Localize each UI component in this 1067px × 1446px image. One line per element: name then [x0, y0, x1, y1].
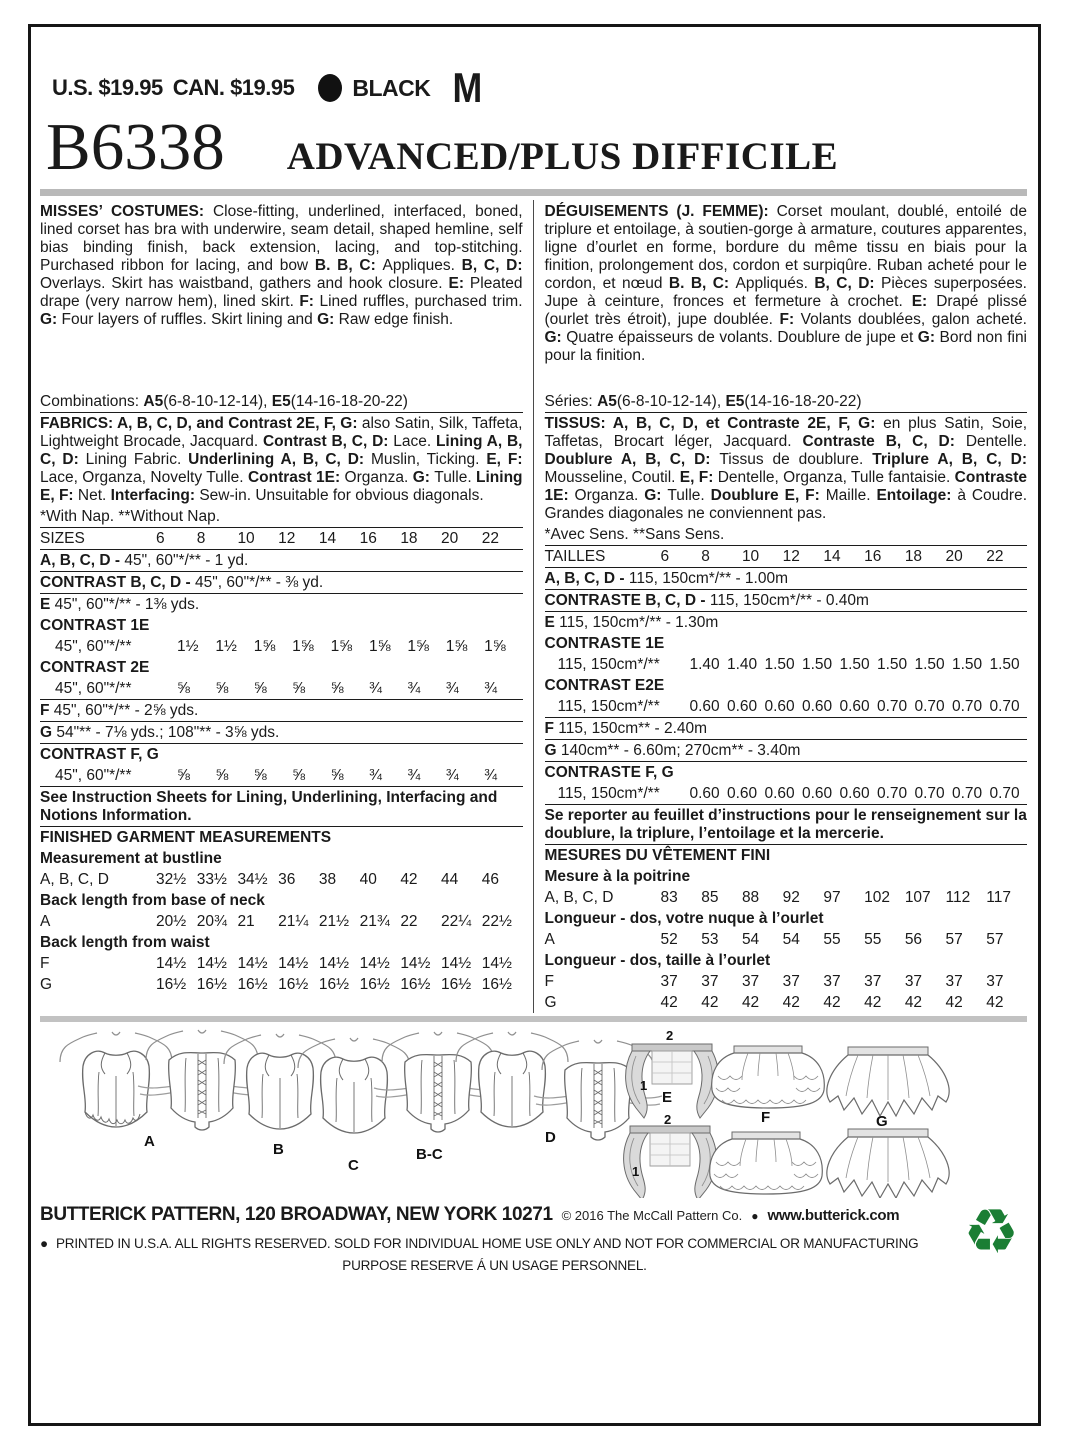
contrast-fg-row-en [40, 765, 523, 786]
yardage-cell: 0.60 [727, 784, 758, 802]
yardage-cell: 0.60 [802, 784, 833, 802]
yardage-cell: ¾ [445, 679, 459, 697]
yardage-cell: 1.50 [952, 655, 983, 673]
yardage-cell: 0.60 [689, 697, 720, 715]
sizes-values-fr [661, 548, 1028, 566]
view-g-back [827, 1129, 949, 1198]
back-waist-title-en: Back length from waist [40, 933, 210, 951]
size-cell: 20 [945, 547, 963, 565]
neck-values-fr [661, 931, 1028, 949]
yardage-cell: 1.50 [914, 655, 945, 673]
size-cell: 8 [701, 547, 710, 565]
sizes-header-row-en [40, 527, 523, 549]
back-waist-title-fr: Longueur - dos, taille à l’ourlet [544, 951, 771, 969]
measurement-cell: 37 [782, 972, 800, 990]
view-e-back [624, 1126, 717, 1198]
yardage-g-en: G 54"** - 7⅛ yds.; 108"** - 3⅝ yds. [40, 721, 523, 743]
yardage-cell: 1⅝ [484, 637, 506, 655]
measurement-cell: 14½ [441, 954, 472, 972]
yardage-cell: 1.50 [877, 655, 908, 673]
yardage-cell: 1.50 [839, 655, 870, 673]
yardage-abcd-en: A, B, C, D - 45", 60"*/** - 1 yd. [40, 549, 523, 571]
measurement-cell: 112 [945, 888, 971, 906]
contrast-2e-label-en: CONTRAST 2E [40, 658, 150, 676]
yardage-cell: 0.70 [877, 697, 908, 715]
yardage-cell: 0.70 [877, 784, 908, 802]
yardage-cell: ¾ [445, 766, 459, 784]
measurement-cell: 107 [904, 888, 931, 906]
sizes-label-en: SIZES [40, 529, 85, 547]
yardage-cell: ⅝ [330, 766, 344, 784]
difficulty-level: ADVANCED/PLUS DIFFICILE [286, 135, 839, 178]
measurement-cell: 16½ [318, 975, 350, 993]
pattern-number: B6338 [46, 110, 225, 184]
measurement-cell: 53 [701, 930, 719, 948]
fabric-width-prefix: 115, 150cm*/** [557, 655, 660, 673]
contrast-2e-label-fr: CONTRAST E2E [544, 676, 665, 694]
yardage-cell: ⅝ [253, 679, 267, 697]
measurement-cell: 42 [945, 993, 963, 1011]
yardage-cell: 1½ [215, 637, 237, 655]
yardage-e-en: E 45", 60"*/** - 1⅜ yds. [40, 593, 523, 615]
measurement-cell: 16½ [481, 975, 512, 993]
yardage-cell: 1.50 [764, 655, 795, 673]
measurement-cell: 52 [660, 930, 678, 948]
yardage-cell: 1.50 [989, 655, 1020, 673]
measurement-cell: 85 [701, 888, 719, 906]
g-length-values-en [156, 976, 523, 994]
yardage-cell: ⅝ [292, 766, 306, 784]
yardage-cell: 0.60 [764, 784, 795, 802]
bullet-icon: ● [751, 1209, 759, 1223]
garment-description-en: MISSES’ COSTUMES: Close-fitting, underlined, interfaced, boned, lined corset has bra with underwire, seam detail, shaped hemline, self bias binding finish, back extension, lacing, and top-stitching. Purchased ribbon for lacing, and bow B. B, C: Appliques. B, C, D: Overlays. Skirt has waistband, gathers and hook closure. E: Pleated drape (very narrow hem), lined skirt. F: Lined ruffles, purchased trim. G: Four layers of ruffles. Skirt lining and G: Raw edge finish. [40, 203, 523, 328]
measurement-cell: 42 [400, 870, 418, 888]
publisher-address: BUTTERICK PATTERN, 120 BROADWAY, NEW YORK 10271 [40, 1204, 553, 1225]
measurement-cell: 16½ [278, 975, 309, 993]
measurement-cell: 102 [864, 888, 890, 906]
measurement-cell: 36 [278, 870, 296, 888]
price-row [52, 0, 1027, 112]
yardage-cell: 1⅝ [253, 637, 276, 655]
website-url: www.butterick.com [767, 1207, 900, 1224]
yardage-cell: ⅝ [292, 679, 306, 697]
measurement-cell: 37 [904, 972, 923, 990]
row-label: A [40, 912, 51, 930]
yardage-cell: 0.70 [952, 784, 983, 802]
measurement-cell: 42 [904, 993, 923, 1011]
fabrics-paragraph-en: FABRICS: A, B, C, D, and Contrast 2E, F, G: also Satin, Silk, Taffeta, Lightweight Brocade, Jacquard. Contrast B, C, D: Lace. Lining A, B, C, D: Lining Fabric. Underlining A, B, C, D: Muslin, Ticking. E, F: Lace, Organza, Novelty Tulle. Contrast 1E: Organza. G: Tulle. Lining E, F: Net. Interfacing: Sew-in. Unsuitable for obvious diagonals. [40, 412, 523, 506]
size-cell: 22 [986, 547, 1004, 565]
view-c-front [298, 1038, 410, 1133]
contrast-fg-label-en: CONTRAST F, G [40, 743, 523, 765]
view-label-b: B [273, 1141, 284, 1158]
yardage-cell: 0.70 [914, 784, 945, 802]
back-neck-title-fr: Longueur - dos, votre nuque à l’ourlet [544, 909, 824, 927]
view-a-front [60, 1032, 172, 1127]
measurement-cell: 83 [660, 888, 678, 906]
cup-size-letter: M [452, 64, 481, 111]
garment-description-fr: DÉGUISEMENTS (J. FEMME): Corset moulant, doublé, entoilé de triplure et entoilage, à soutien-gorge à armature, coutures apparentes, ligne d’ourlet en forme, bordure du même tissu en biais pour la finition, prolongement dos, cordon et surpiqûre. Ruban acheté pour le cordon, et nœud B. B, C: Appliqués. B, C, D: Pièces superposées. Jupe à ceinture, fronces et fermeture à crochet. E: Drapé plissé (ourlet très étroit), jupe doublée. F: Volants doublées, galon acheté. G: Quatre épaisseurs de volants. Doublure de jupe et G: Bord non fini pour la finition. [544, 203, 1028, 364]
yardage-cell: 1⅝ [445, 637, 468, 655]
measurement-cell: 117 [986, 888, 1011, 906]
fabric-width-prefix: 115, 150cm*/** [557, 697, 660, 715]
yardage-f-en: F 45", 60"*/** - 2⅝ yds. [40, 699, 523, 721]
fabric-width-prefix: 45", 60"*/** [55, 679, 132, 697]
nap-note-fr: *Avec Sens. **Sans Sens. [544, 525, 725, 543]
piece-number-2: 2 [664, 1112, 672, 1127]
french-column [533, 200, 1028, 1013]
fabric-width-prefix: 45", 60"*/** [55, 637, 132, 655]
bustline-title-fr: Mesure à la poitrine [544, 867, 691, 885]
measurement-cell: 14½ [481, 954, 512, 972]
view-g-front [827, 1047, 949, 1116]
measurement-cell: 37 [945, 972, 963, 990]
yardage-cell: ¾ [484, 766, 498, 784]
contrast-fg-values-fr [690, 785, 1028, 803]
yardage-cell: 1⅝ [368, 637, 391, 655]
yardage-g-fr: G 140cm** - 6.60m; 270cm** - 3.40m [545, 739, 1028, 761]
bust-measurements-row-fr [545, 887, 1028, 908]
size-cell: 10 [237, 529, 255, 547]
yardage-cell: 1⅝ [292, 637, 314, 655]
measurement-cell: 37 [986, 972, 1004, 990]
measurement-cell: 14½ [359, 954, 390, 972]
size-cell: 18 [904, 547, 923, 565]
view-b-front [224, 1034, 336, 1129]
rights-row [40, 1236, 1027, 1251]
yardage-cell: 0.70 [952, 697, 983, 715]
yardage-cell: 1.40 [689, 655, 720, 673]
view-label-e: E [662, 1089, 673, 1106]
measurement-cell: 20¾ [196, 912, 227, 930]
yardage-cell: 0.70 [989, 697, 1020, 715]
neck-values-en [156, 913, 523, 931]
measurement-cell: 56 [904, 930, 923, 948]
measurement-cell: 34½ [237, 870, 268, 888]
yardage-cell: 1⅝ [407, 637, 429, 655]
piece-number-1: 1 [640, 1078, 648, 1093]
piece-number-2: 2 [666, 1028, 674, 1043]
size-cell: 8 [196, 529, 206, 547]
contrast-2e-values-en [177, 680, 523, 698]
back-neck-row-fr [545, 929, 1028, 950]
measurement-cell: 14½ [156, 954, 187, 972]
sizes-values-en [156, 530, 523, 548]
row-label: A [544, 930, 555, 948]
size-cell: 6 [156, 529, 165, 547]
row-label: G [544, 993, 557, 1011]
yardage-cell: ⅝ [177, 766, 190, 784]
size-cell: 18 [400, 529, 418, 547]
price-us: U.S. $19.95 [52, 75, 163, 100]
row-label: G [40, 975, 53, 993]
measurement-cell: 21¾ [359, 912, 390, 930]
yardage-contrast-bcd-en: CONTRAST B, C, D - 45", 60"*/** - ⅜ yd. [40, 571, 523, 593]
contrast-fg-label-fr: CONTRASTE F, G [545, 761, 1028, 783]
measurement-cell: 33½ [196, 870, 227, 888]
rights-text-fr: PURPOSE RESERVE Á UN USAGE PERSONNEL. [342, 1258, 647, 1273]
measurement-cell: 42 [660, 993, 678, 1011]
yardage-contrast-bcd-fr: CONTRASTE B, C, D - 115, 150cm*/** - 0.40m [545, 589, 1028, 611]
size-cell: 20 [441, 529, 459, 547]
bustline-title-en: Measurement at bustline [40, 849, 222, 867]
view-label-bc: B-C [416, 1146, 443, 1163]
title-row [46, 110, 1027, 184]
measurement-cell: 21½ [318, 912, 350, 930]
measurement-cell: 14½ [400, 954, 431, 972]
measurement-cell: 22 [400, 912, 418, 930]
price-can: CAN. $19.95 [172, 75, 295, 100]
divider-band-top [40, 189, 1027, 196]
contrast-1e-values-en [177, 638, 523, 656]
yardage-cell: 0.70 [989, 784, 1020, 802]
view-label-f: F [761, 1109, 771, 1126]
piece-number-1: 1 [632, 1164, 640, 1179]
measurement-cell: 14½ [196, 954, 227, 972]
measurement-cell: 88 [741, 888, 760, 906]
measurement-cell: 37 [864, 972, 882, 990]
bust-values-en [156, 871, 523, 889]
measurement-cell: 42 [782, 993, 800, 1011]
measurement-cell: 40 [359, 870, 377, 888]
yardage-cell: 1.40 [727, 655, 758, 673]
fabric-width-prefix: 115, 150cm*/** [557, 784, 660, 802]
view-f-back [710, 1132, 823, 1194]
yardage-cell: 0.60 [727, 697, 758, 715]
view-f-front [712, 1046, 825, 1108]
f-length-values-en [156, 955, 523, 973]
bullet-icon: ● [40, 1236, 48, 1251]
combinations-line-en: Combinations: A5(6-8-10-12-14), E5(14-16-18-20-22) [40, 392, 408, 410]
measurement-cell: 55 [823, 930, 841, 948]
measurement-cell: 97 [823, 888, 841, 906]
recycle-icon: ♻ [963, 1198, 1019, 1267]
yardage-cell: ⅝ [215, 679, 229, 697]
yardage-cell: 0.60 [839, 697, 870, 715]
back-waist-g-row-fr [545, 992, 1028, 1013]
size-cell: 14 [318, 529, 337, 547]
back-neck-row-en [40, 911, 523, 932]
measurement-cell: 37 [660, 972, 678, 990]
combinations-line-fr: Séries: A5(6-8-10-12-14), E5(14-16-18-20-22) [544, 392, 862, 410]
view-label-d: D [545, 1129, 556, 1146]
contrast-1e-row-en [40, 636, 523, 657]
yardage-cell: ¾ [407, 679, 421, 697]
measurement-cell: 57 [986, 930, 1004, 948]
size-cell: 16 [864, 547, 882, 565]
measurement-cell: 46 [481, 870, 499, 888]
finished-measurements-title-en: FINISHED GARMENT MEASUREMENTS [40, 826, 523, 848]
yardage-cell: 0.60 [802, 697, 833, 715]
copyright-notice: © 2016 The McCall Pattern Co. [561, 1208, 743, 1223]
size-cell: 6 [660, 547, 670, 565]
measurement-cell: 16½ [156, 975, 187, 993]
contrast-2e-values-fr [690, 698, 1028, 716]
bilingual-columns [40, 200, 1027, 1013]
measurement-cell: 92 [782, 888, 800, 906]
nap-note-en: *With Nap. **Without Nap. [40, 507, 221, 525]
measurement-cell: 44 [441, 870, 459, 888]
measurement-cell: 32½ [156, 870, 187, 888]
view-d-front [456, 1032, 568, 1127]
yardage-e-fr: E 115, 150cm*/** - 1.30m [545, 611, 1028, 633]
f-length-values-fr [661, 973, 1028, 991]
measurement-cell: 57 [945, 930, 963, 948]
yardage-cell: 0.60 [689, 784, 720, 802]
row-label: A, B, C, D [544, 888, 614, 906]
fabric-width-prefix: 45", 60"*/** [55, 766, 132, 784]
instruction-note-en: See Instruction Sheets for Lining, Underlining, Interfacing and Notions Information. [40, 786, 523, 826]
garment-views-strip [40, 1026, 1027, 1198]
size-cell: 10 [741, 547, 760, 565]
measurement-cell: 16½ [400, 975, 431, 993]
contrast-2e-row-en [40, 678, 523, 699]
yardage-cell: ⅝ [330, 679, 344, 697]
publisher-row [40, 1204, 1027, 1226]
measurement-cell: 20½ [156, 912, 187, 930]
yardage-cell: ¾ [484, 679, 498, 697]
bust-values-fr [661, 889, 1028, 907]
color-label: BLACK [352, 74, 431, 101]
yardage-cell: 0.70 [914, 697, 945, 715]
measurement-cell: 16½ [237, 975, 268, 993]
yardage-cell: 1⅝ [330, 637, 353, 655]
measurement-cell: 42 [701, 993, 719, 1011]
size-cell: 12 [278, 529, 296, 547]
contrast-fg-row-fr [545, 783, 1028, 804]
measurement-cell: 14½ [318, 954, 350, 972]
measurement-cell: 16½ [359, 975, 390, 993]
contrast-1e-row-fr [545, 654, 1028, 675]
measurement-cell: 55 [864, 930, 882, 948]
row-label: F [40, 954, 50, 972]
yardage-abcd-fr: A, B, C, D - 115, 150cm*/** - 1.00m [545, 567, 1028, 589]
measurement-cell: 37 [741, 972, 760, 990]
yardage-cell: ¾ [407, 766, 421, 784]
measurement-cell: 22¼ [441, 912, 472, 930]
yardage-cell: ⅝ [215, 766, 229, 784]
yardage-cell: ⅝ [253, 766, 267, 784]
measurement-cell: 21 [237, 912, 255, 930]
yardage-cell: ⅝ [177, 679, 190, 697]
yardage-f-fr: F 115, 150cm** - 2.40m [545, 717, 1028, 739]
measurement-cell: 42 [864, 993, 882, 1011]
bust-measurements-row-en [40, 869, 523, 890]
row-label: F [544, 972, 554, 990]
measurement-cell: 16½ [196, 975, 227, 993]
measurement-cell: 42 [823, 993, 841, 1011]
divider-band-bottom [40, 1016, 1027, 1022]
contrast-2e-row-fr [545, 696, 1028, 717]
measurement-cell: 14½ [278, 954, 309, 972]
back-neck-title-en: Back length from base of neck [40, 891, 265, 909]
yardage-cell: 1½ [177, 637, 199, 655]
yardage-cell: 1.50 [802, 655, 833, 673]
measurement-cell: 38 [318, 870, 337, 888]
garment-views-illustration [40, 1026, 1027, 1198]
contrast-1e-label-en: CONTRAST 1E [40, 616, 150, 634]
sizes-header-row-fr [545, 545, 1028, 567]
measurement-cell: 14½ [237, 954, 268, 972]
measurement-cell: 54 [741, 930, 760, 948]
measurement-cell: 42 [986, 993, 1004, 1011]
contrast-1e-values-fr [690, 656, 1028, 674]
contrast-fg-values-en [177, 767, 523, 785]
measurement-cell: 37 [701, 972, 719, 990]
size-cell: 14 [823, 547, 841, 565]
instruction-note-fr: Se reporter au feuillet d’instructions pour le renseignement sur la doublure, la triplure, l’entoilage et la mercerie. [545, 804, 1028, 844]
size-cell: 16 [359, 529, 377, 547]
footer [40, 1198, 1027, 1273]
measurement-cell: 42 [741, 993, 760, 1011]
contrast-1e-label-fr: CONTRASTE 1E [544, 634, 665, 652]
view-label-g: G [876, 1113, 888, 1130]
back-waist-g-row-en [40, 974, 523, 995]
g-length-values-fr [661, 994, 1028, 1012]
yardage-cell: ¾ [368, 679, 382, 697]
measurement-cell: 54 [782, 930, 800, 948]
fabrics-paragraph-fr: TISSUS: A, B, C, D, et Contraste 2E, F, G: en plus Satin, Soie, Taffetas, Brocart léger, Jacquard. Contraste B, C, D: Dentelle. Doublure A, B, C, D: Tissus de doublure. Triplure A, B, C, D: Mousseline, Coutil. E, F: Dentelle, Organza, Tulle fantaisie. Contraste 1E: Organza. G: Tulle. Doublure E, F: Maille. Entoilage: à Coudre. Grandes diagonales ne conviennent pas. [545, 412, 1028, 524]
rights-text: PRINTED IN U.S.A. ALL RIGHTS RESERVED. SOLD FOR INDIVIDUAL HOME USE ONLY AND NOT FOR COMMERCIAL OR MANUFACTURING [55, 1236, 919, 1251]
black-color-dot-icon [318, 74, 342, 102]
back-waist-f-row-en [40, 953, 523, 974]
yardage-cell: ¾ [368, 766, 382, 784]
measurement-cell: 21¼ [278, 912, 309, 930]
view-label-a: A [144, 1133, 155, 1150]
view-label-c: C [348, 1157, 359, 1174]
measurement-cell: 22½ [481, 912, 512, 930]
row-label: A, B, C, D [40, 870, 109, 888]
yardage-cell: 0.60 [839, 784, 870, 802]
sizes-label-fr: TAILLES [544, 547, 606, 565]
yardage-cell: 0.60 [764, 697, 795, 715]
measurement-cell: 37 [823, 972, 841, 990]
back-waist-f-row-fr [545, 971, 1028, 992]
english-column [40, 200, 533, 1013]
size-cell: 22 [481, 529, 499, 547]
size-cell: 12 [782, 547, 800, 565]
finished-measurements-title-fr: MESURES DU VÊTEMENT FINI [545, 844, 1028, 866]
measurement-cell: 16½ [441, 975, 472, 993]
